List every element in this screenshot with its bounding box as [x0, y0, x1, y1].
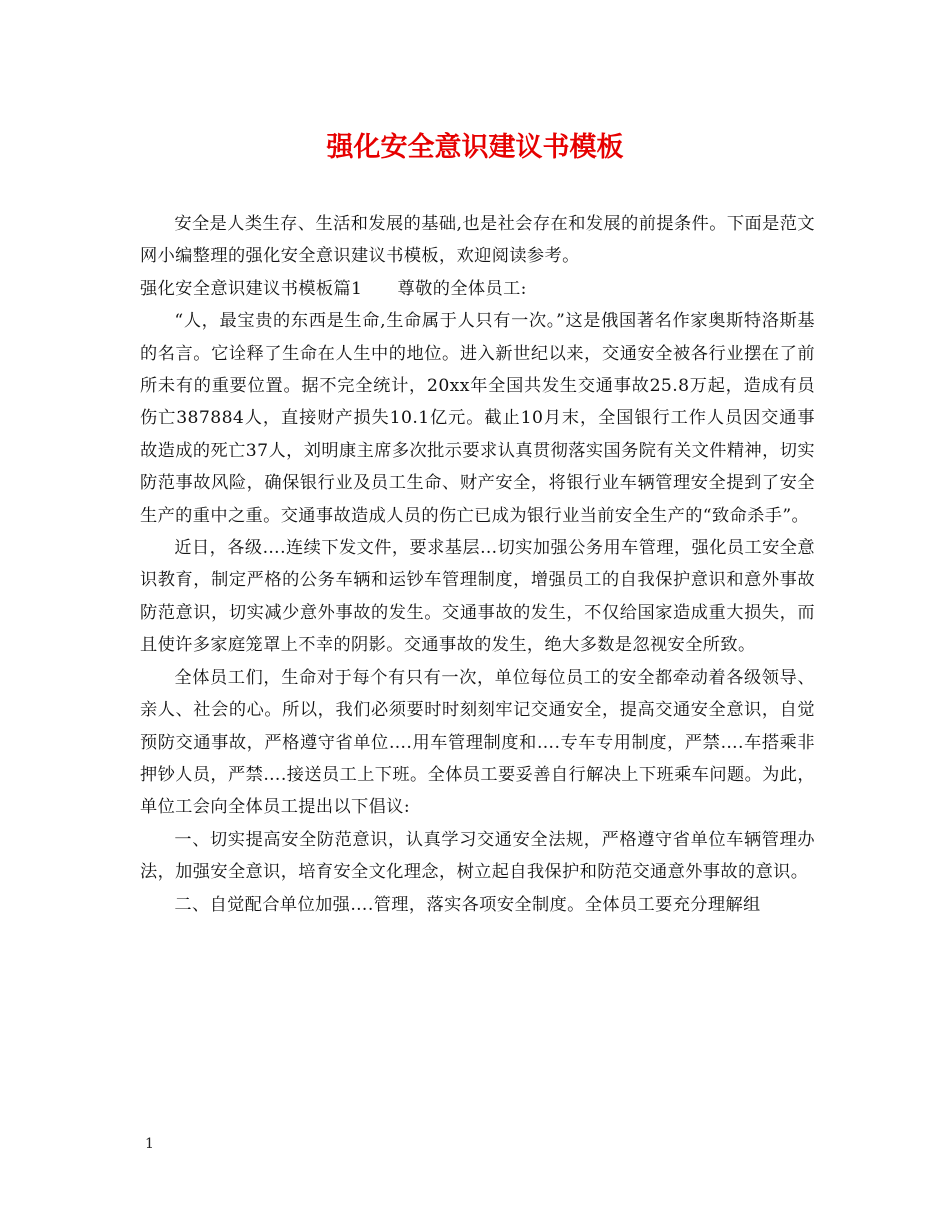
paragraph-staff-appeal: 全体员工们，生命对于每个有只有一次，单位每位员工的安全都牵动着各级领导、亲人、社会的心。所以，我们必须要时时刻刻牢记交通安全，提高交通安全意识，自觉预防交通事故，严格遵守省单位….用车管理制度和….专车专用制度，严禁….车搭乘非押钞人员，严禁….接送员工上下班。全体员工要妥善自行解决上下班乘车问题。为此，单位工会向全体员工提出以下倡议:	[140, 667, 815, 818]
document-title: 强化安全意识建议书模板	[326, 132, 624, 163]
page-number: 1	[145, 1136, 154, 1152]
section-heading: 强化安全意识建议书模板篇1 尊敬的全体员工:	[140, 278, 527, 299]
paragraph-quote: “人，最宝贵的东西是生命,生命属于人只有一次。”这是俄国著名作家奥斯特洛斯基的名言。它诠释了生命在人生中的地位。进入新世纪以来，交通安全被各行业摆在了前所未有的重要位置。据不完全统计，20xx年全国共发生交通事故25.8万起，造成有员伤亡387884人，直接财产损失10.1亿元。截止10月末，全国银行工作人员因交通事故造成的死亡37人，刘明康主席多次批示要求认真贯彻落实国务院有关文件精神，切实防范事故风险，确保银行业及员工生命、财产安全，将银行业车辆管理安全提到了安全生产的重中之重。交通事故造成人员的伤亡已成为银行业当前安全生产的“致命杀手”。	[140, 311, 815, 526]
intro-paragraph: 安全是人类生存、生活和发展的基础,也是社会存在和发展的前提条件。下面是范文网小编整理的强化安全意识建议书模板，欢迎阅读参考。	[140, 214, 815, 267]
paragraph-recent-notices: 近日，各级….连续下发文件，要求基层…切实加强公务用车管理，强化员工安全意识教育，制定严格的公务车辆和运钞车管理制度，增强员工的自我保护意识和意外事故防范意识，切实减少意外事故的发生。交通事故的发生，不仅给国家造成重大损失，而且使许多家庭笼罩上不幸的阴影。交通事故的发生，绝大多数是忽视安全所致。	[140, 538, 815, 656]
document-body	[140, 208, 815, 921]
proposal-item-2: 二、自觉配合单位加强….管理，落实各项安全制度。全体员工要充分理解组	[174, 894, 761, 915]
proposal-item-1: 一、切实提高安全防范意识，认真学习交通安全法规，严格遵守省单位车辆管理办法，加强安全意识，培育安全文化理念，树立起自我保护和防范交通意外事故的意识。	[140, 829, 815, 883]
